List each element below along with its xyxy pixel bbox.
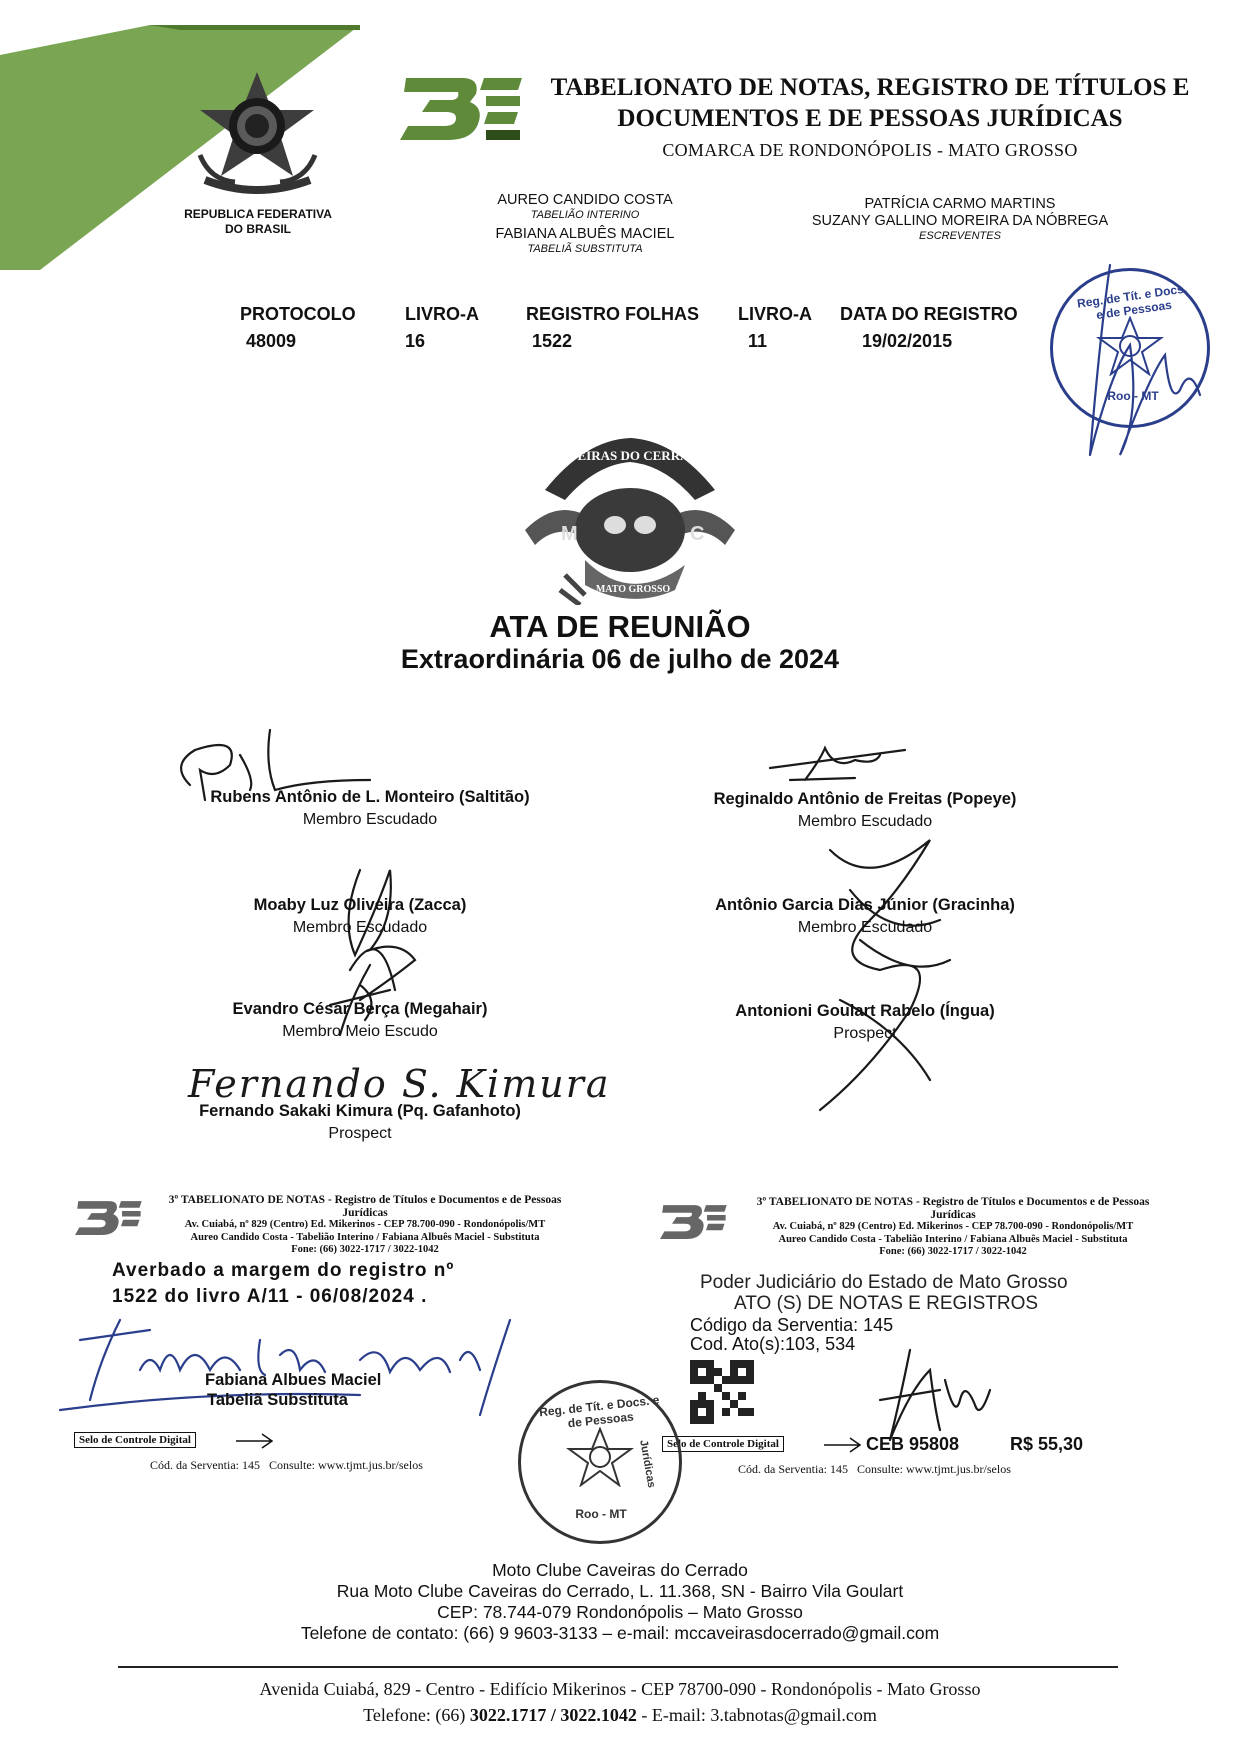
notary-line: Aureo Candido Costa - Tabelião Interino / Fabiana Albuês Maciel - Substituta [190,1231,540,1243]
averbacao-line: 1522 do livro A/11 - 06/08/2024 . [112,1286,428,1307]
selo-footer-right: Cód. da Serventia: 145 Consulte: www.tjmt.jus.br/selos [738,1462,1011,1476]
judicial-line: Poder Judiciário do Estado de Mato Grosso [700,1272,1068,1293]
staff-name: PATRÍCIA CARMO MARTINS [864,196,1056,212]
office-footer [120,1676,1120,1728]
qr-code-icon [690,1360,754,1424]
staff-left [465,192,705,256]
member-evandro: Evandro César Berça (Megahair) Membro Meio Escudo [232,1000,488,1040]
member-fernando: Fernando Sakaki Kimura (Pq. Gafanhoto) Prospect [199,1102,521,1142]
emblem-top-text: CAVEIRAS DO CERRADO [551,448,709,463]
notary-line: Fone: (66) 3022-1717 / 3022-1042 [291,1244,439,1255]
club-name: Moto Clube Caveiras do Cerrado [492,1560,748,1580]
member-moaby: Moaby Luz Oliveira (Zacca) Membro Escudado [253,896,467,936]
notary-line: Fone: (66) 3022-1717 / 3022-1042 [879,1246,1027,1257]
registry-livro: LIVRO-A 16 [405,304,479,351]
document-subtitle: Extraordinária 06 de julho de 2024 [400,644,840,674]
notary-line: Av. Cuiabá, nº 829 (Centro) Ed. Mikerinos - CEP 78.700-090 - Rondonópolis/MT [772,1221,1134,1232]
club-street: Rua Moto Clube Caveiras do Cerrado, L. 11.368, SN - Bairro Vila Goulart [336,1581,904,1601]
selo-label-left: Selo de Controle Digital [74,1432,196,1448]
emblem-right-letter: C [690,523,705,545]
judicial-line: Código da Serventia: 145 [690,1315,894,1335]
signature-reginaldo [765,740,915,790]
stamp-text-side: Jurídicas [637,1439,658,1489]
price: R$ 55,30 [1010,1434,1084,1454]
signature-antonio [810,830,960,1130]
stamp-text-top: Reg. de Tít. e Docs. e de Pessoas [1076,281,1188,323]
document-title: ATA DE REUNIÃO [489,609,751,644]
republic-label: REPUBLICA FEDERATIVA DO BRASIL [184,207,332,236]
staff-name: FABIANA ALBUÊS MACIEL [495,226,675,242]
judicial-line: ATO (S) DE NOTAS E REGISTROS [734,1293,1039,1314]
staff-right [775,196,1145,243]
selo-label-right: Selo de Controle Digital [662,1436,784,1452]
footer-address: Avenida Cuiabá, 829 - Centro - Edifício Mikerinos - CEP 78700-090 - Rondonópolis - Mato Grosso [259,1679,981,1699]
ceb-code: CEB 95808 [866,1434,960,1454]
staff-name: AUREO CANDIDO COSTA [497,192,673,208]
registry-date: DATA DO REGISTRO 19/02/2015 [840,304,1018,351]
comarca-label: COMARCA DE RONDONÓPOLIS - MATO GROSSO [662,140,1078,160]
stamp-text-bottom: Roo - MT [1107,389,1159,403]
stamp-signature [1070,255,1220,475]
office-title: TABELIONATO DE NOTAS, REGISTRO DE TÍTULOS E DOCUMENTOS E DE PESSOAS JURÍDICAS [550,74,1190,132]
signer-role: Tabeliã Substituta [207,1391,348,1409]
member-antonioni: Antonioni Goulart Rabelo (Íngua) Prospect [735,1002,995,1042]
judicial-line: Cod. Ato(s):103, 534 [690,1334,856,1354]
footer-phones: 3022.1717 / 3022.1042 [469,1705,637,1725]
selo-footer-left: Cód. da Serventia: 145 Consulte: www.tjmt.jus.br/selos [150,1458,423,1472]
notary-line: Av. Cuiabá, nº 829 (Centro) Ed. Mikerinos - CEP 78.700-090 - Rondonópolis/MT [184,1219,546,1230]
notary-header-left [150,1194,580,1257]
signer-name: Fabiana Albues Maciel [205,1371,382,1389]
registry-stamp-bottom [518,1380,682,1544]
registry-protocolo: PROTOCOLO 48009 [240,304,356,351]
registry-livro-2: LIVRO-A 11 [738,304,812,351]
stamp-text-top: Reg. de Tít. e Docs. e de Pessoas [538,1392,661,1431]
club-emblem [525,420,735,605]
stamp-coat-icon [565,1427,635,1487]
third-office-logo [400,72,528,142]
emblem-left-letter: M [561,523,578,545]
footer-phone-prefix: Telefone: (66) [363,1705,470,1725]
brazil-coat-of-arms-icon [190,70,325,200]
registry-folhas: REGISTRO FOLHAS 1522 [526,304,700,351]
notary-line: Aureo Candido Costa - Tabelião Interino / Fabiana Albuês Maciel - Substituta [778,1233,1128,1245]
notary-logo-icon [75,1194,145,1240]
averbacao-line: Averbado a margem do registro nº [112,1260,455,1281]
staff-role: ESCREVENTES [919,230,1001,242]
staff-role: TABELIÃ SUBSTITUTA [527,243,643,255]
selo-arrow-icon [822,1436,862,1454]
club-contact: Telefone de contato: (66) 9 9603-3133 – e-mail: mccaveirasdocerrado@gmail.com [300,1623,940,1643]
emblem-bottom-text: MATO GROSSO [595,584,671,595]
club-address [140,1560,1100,1644]
notary-logo-icon [660,1198,730,1244]
judicial-text [700,1272,1100,1314]
member-reginaldo: Reginaldo Antônio de Freitas (Popeye) Membro Escudado [713,790,1017,830]
notary-line: 3º TABELIONATO DE NOTAS - Registro de Títulos e Documentos e de Pessoas Jurídicas [168,1194,562,1219]
judicial-codes [690,1316,893,1354]
member-antonio: Antônio Garcia Dias Júnior (Gracinha) Membro Escudado [715,896,1015,936]
stamp-text-bottom: Roo - MT [575,1507,627,1521]
selo-arrow-icon [234,1432,274,1450]
notary-line: 3º TABELIONATO DE NOTAS - Registro de Títulos e Documentos e de Pessoas Jurídicas [756,1196,1150,1221]
footer-contact [120,1702,1120,1728]
notary-header-right [738,1196,1168,1259]
staff-name: SUZANY GALLINO MOREIRA DA NÓBREGA [811,213,1109,229]
footer-email: - E-mail: 3.tabnotas@gmail.com [636,1705,877,1725]
staff-role: TABELIÃO INTERINO [530,209,640,221]
club-cep: CEP: 78.744-079 Rondonópolis – Mato Grosso [437,1602,803,1622]
member-rubens: Rubens Antônio de L. Monteiro (Saltitão) Membro Escudado [210,788,530,828]
footer-divider [118,1666,1118,1668]
signature-fernando: Fernando S. Kimura [188,1062,611,1106]
averbacao-signer [205,1370,381,1410]
